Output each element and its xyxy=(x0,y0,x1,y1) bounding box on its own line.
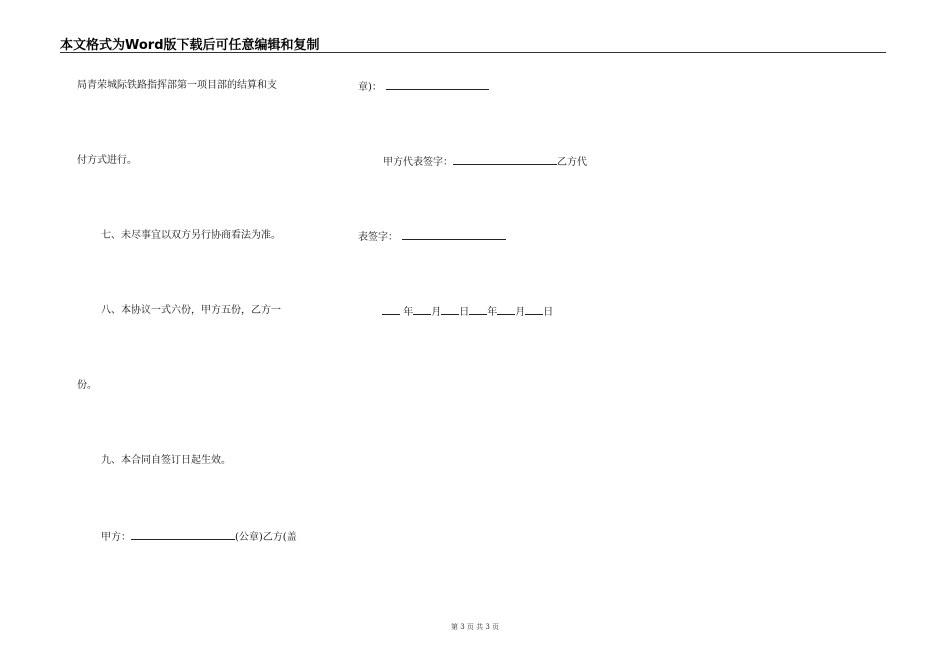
party-a-label: 甲方： xyxy=(101,532,131,543)
header-title: 本文格式为Word版下载后可任意编辑和复制 xyxy=(60,38,320,53)
party-b-rep-label-end: 表签字： xyxy=(358,232,398,243)
year-label-2: 年 xyxy=(487,307,498,318)
right-line-2 xyxy=(383,154,587,170)
day-label-1: 日 xyxy=(459,307,470,318)
party-a-rep-blank xyxy=(453,154,557,165)
day-blank-2 xyxy=(525,304,543,315)
party-a-signature-blank xyxy=(131,529,235,540)
party-b-seal-blank xyxy=(386,79,489,90)
left-line-1: 局青荣城际铁路指挥部第一项目部的结算和支 xyxy=(77,80,277,91)
party-a-seal-note: (公章)乙方(盖 xyxy=(235,532,297,543)
party-b-rep-label-start: 乙方代 xyxy=(557,157,587,168)
month-label-2: 月 xyxy=(515,307,526,318)
left-line-6: 九、本合同自签订日起生效。 xyxy=(101,455,231,466)
left-line-3: 七、未尽事宜以双方另行协商看法为准。 xyxy=(101,230,281,241)
page-header xyxy=(60,34,886,53)
left-line-2: 付方式进行。 xyxy=(77,155,137,166)
left-line-4: 八、本协议一式六份，甲方五份，乙方一 xyxy=(101,305,281,316)
day-label-2: 日 xyxy=(543,307,554,318)
year-blank-2 xyxy=(469,304,487,315)
left-line-7 xyxy=(101,529,297,545)
right-line-3 xyxy=(358,229,506,245)
page-footer: 第 3 页 共 3 页 xyxy=(450,623,500,631)
left-line-5: 份。 xyxy=(77,380,97,391)
party-a-rep-label: 甲方代表签字： xyxy=(383,157,453,168)
party-b-seal-label: 章)： xyxy=(358,82,382,93)
month-label-1: 月 xyxy=(431,307,442,318)
month-blank-2 xyxy=(497,304,515,315)
year-blank-1 xyxy=(382,304,400,315)
party-b-rep-blank xyxy=(402,229,506,240)
right-line-4-dates xyxy=(382,304,553,320)
year-label-1: 年 xyxy=(403,307,414,318)
right-line-1 xyxy=(358,79,489,95)
month-blank-1 xyxy=(413,304,431,315)
day-blank-1 xyxy=(441,304,459,315)
